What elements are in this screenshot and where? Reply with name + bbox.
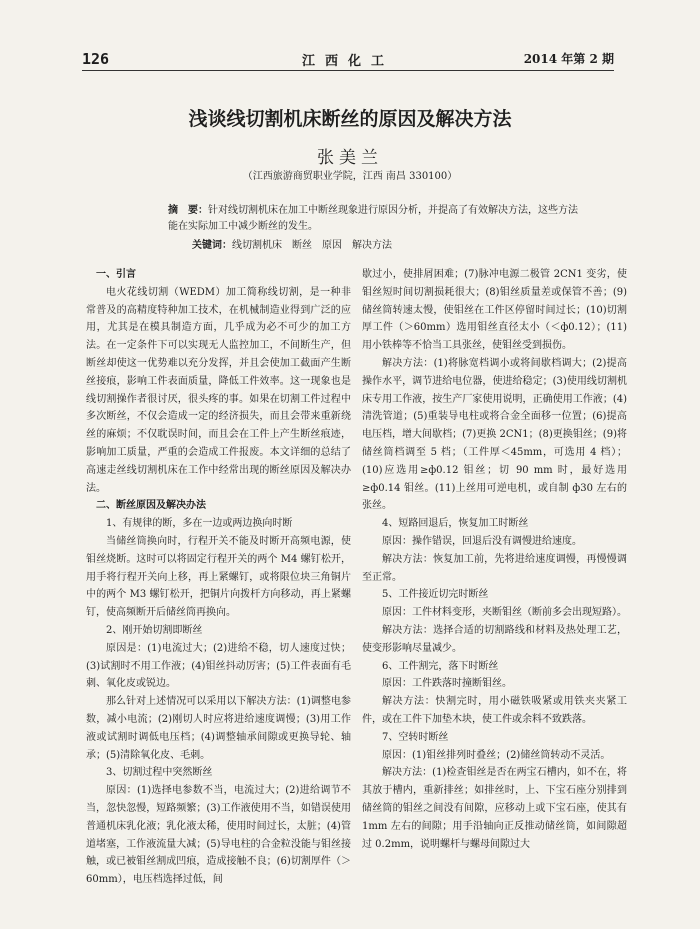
author-affiliation: （江西旅游商贸职业学院，江西 南昌 330100） — [242, 171, 458, 182]
paragraph: 那么针对上述情况可以采用以下解决方法：(1)调整电参数，减小电流；(2)刚切人时应将进给速度调慢；(3)用工作液或试割时调低电压档；(4)调整轴承间隙或更换导轮、轴承；(5)清除氧化皮、毛刺。 — [86, 696, 351, 761]
issue-label: 2014 年第 2 期 — [523, 52, 614, 66]
paragraph: 原因是：(1)电流过大；(2)进给不稳，切人速度过快；(3)试割时不用工作液；(4)钼丝抖动厉害；(5)工件表面有毛刺、氧化皮或锐边。 — [86, 642, 351, 690]
left-column — [86, 266, 351, 889]
keywords — [192, 236, 392, 251]
paragraph: 当储丝筒换向时，行程开关不能及时断开高频电源，使钼丝烧断。这时可以将固定行程开关的两个 M4 螺钉松开，用手将行程开关向上移，再上紧螺钉，或将限位块三角铜片中的两个 M3 螺钉松开，把铜片向拨杆方向移动，再上紧螺钉，使高频断开后储丝筒再换向。 — [86, 535, 351, 619]
paragraph: 解决方法：(1)将脉宽档调小或将间歇档调大；(2)提高操作水平，调节进给电位器，使进给稳定；(3)使用线切割机床专用工作液，按生产厂家使用说明，正确使用工作液；(4)清洗管道；(5)重装导电柱或将合金全面移一位置；(6)提高电压档，增大间歇档；(7)更换 2CN1；(8)更换钼丝；(9)将储丝筒档调至 5 档；（工件厚＜45mm，可选用 4 档）；(10)应选用≥ф0.12 钼丝；切 90 mm 时，最好选用≥ф0.14 钼丝。(11)上丝用可逆电机，或自制 ф30 左右的张丝。 — [362, 357, 627, 512]
paragraph: 歇过小，使排屑困难；(7)脉冲电源二极管 2CN1 变劣，使钼丝短时间切割损耗很大；(8)钼丝质量差或保管不善；(9)储丝筒转速太慢，使钼丝在工件区停留时间过长；(10)切割厚工件（＞60mm）选用钼丝直径太小（＜ф0.12）；(11)用小铁棒等不恰当工具张丝，使钼丝受到损伤。 — [362, 269, 627, 352]
paragraph: 原因：操作错误，回退后没有调慢进给速度。 — [382, 535, 582, 547]
keywords-label: 关键词： — [192, 240, 232, 251]
paragraph: 原因：(1)选择电参数不当，电流过大；(2)进给调节不当，忽快忽慢，短路频繁；(3)工作液使用不当，如错误使用普通机床乳化液；乳化液太稀，使用时间过长，太脏；(4)管道堵塞，工作液流量大减；(5)导电柱的合金粒没能与钼丝接触，或已被钼丝割成凹痕，造成接触不良；(6)切割厚件（＞60mm），电压档选择过低，间 — [86, 785, 351, 886]
abstract — [168, 203, 580, 235]
subsection-heading: 7、空转时断丝 — [382, 731, 449, 743]
page-header — [82, 44, 614, 71]
paragraph: 电火花线切割（WEDM）加工简称线切割，是一种非常普及的高精度特种加工技术，在机械制造业得到广泛的应用，尤其是在模具制造方面，几乎成为必不可少的加工方法。在一定条件下可以实现无人监控加工，不间断生产，但断丝却使这一优势难以充分发挥，并且会使加工截面产生断丝接痕，影响工件表面质量，降低工件效率。这一现象也是线切割操作者很讨厌，很头疼的事。如果在切割工件过程中多次断丝，不仅会造成一定的经济损失，而且会带来重新绕丝的麻烦；不仅耽误时间，而且会在工件上产生断丝痕迹，影响加工质量，严重的会造成工件报废。本文详细的总结了高速走丝线切割机床在工作中经常出现的断丝原因及解决办法。 — [86, 286, 351, 494]
journal-name: 江西化工 — [301, 54, 394, 69]
subsection-heading: 1、有规律的断，多在一边或两边换向时断 — [106, 518, 293, 530]
subsection-heading: 5、工件接近切完时断丝 — [382, 589, 489, 601]
subsection-heading: 3、切割过程中突然断丝 — [106, 767, 213, 779]
section-heading-intro: 一、引言 — [96, 269, 136, 280]
paragraph: 解决方法：恢复加工前，先将进给速度调慢，再慢慢调至正常。 — [362, 553, 627, 583]
keywords-text: 线切割机床 断丝 原因 解决方法 — [232, 240, 392, 251]
section-heading-causes: 二、断丝原因及解决办法 — [96, 500, 206, 512]
paragraph: 原因：工件材料变形，夹断钼丝（断前多会出现短路）。 — [382, 607, 627, 619]
paragraph: 原因：(1)钼丝排列时叠丝；(2)储丝筒转动不灵活。 — [382, 749, 611, 761]
subsection-heading: 6、工件割完，落下时断丝 — [382, 660, 499, 672]
author-name: 张美兰 — [317, 148, 383, 168]
paragraph: 解决方法：(1)检查钼丝是否在两宝石槽内，如不在，将其放于槽内，重新排丝；如排丝时，上、下宝石座分别排到储丝筒的钼丝之间没有间隙，应移动上或下宝石座，使其有 1mm 左右的间隙；用手沿轴向正反推动储丝筒，如间隙超过 0.2mm，说明螺杆与螺母间隙过大 — [362, 767, 627, 850]
right-column — [362, 266, 627, 853]
article-title: 浅谈线切割机床断丝的原因及解决方法 — [188, 108, 512, 130]
paragraph: 原因：工件跌落时撞断钼丝。 — [382, 678, 512, 690]
subsection-heading: 4、短路回退后，恢复加工时断丝 — [382, 518, 529, 530]
abstract-label: 摘 要： — [168, 205, 208, 216]
page-number: 126 — [82, 50, 110, 68]
paragraph: 解决方法：选择合适的切割路线和材料及热处理工艺，使变形影响尽量减少。 — [362, 624, 627, 654]
subsection-heading: 2、刚开始切割即断丝 — [106, 624, 203, 636]
paragraph: 解决方法：快割完时，用小磁铁吸紧或用铁夹夹紧工件，或在工件下加垫木块，使工件或余料不致跌落。 — [362, 696, 627, 725]
abstract-text: 针对线切割机床在加工中断丝现象进行原因分析，并提高了有效解决方法，这些方法能在实际加工中减少断丝的发生。 — [168, 205, 578, 232]
